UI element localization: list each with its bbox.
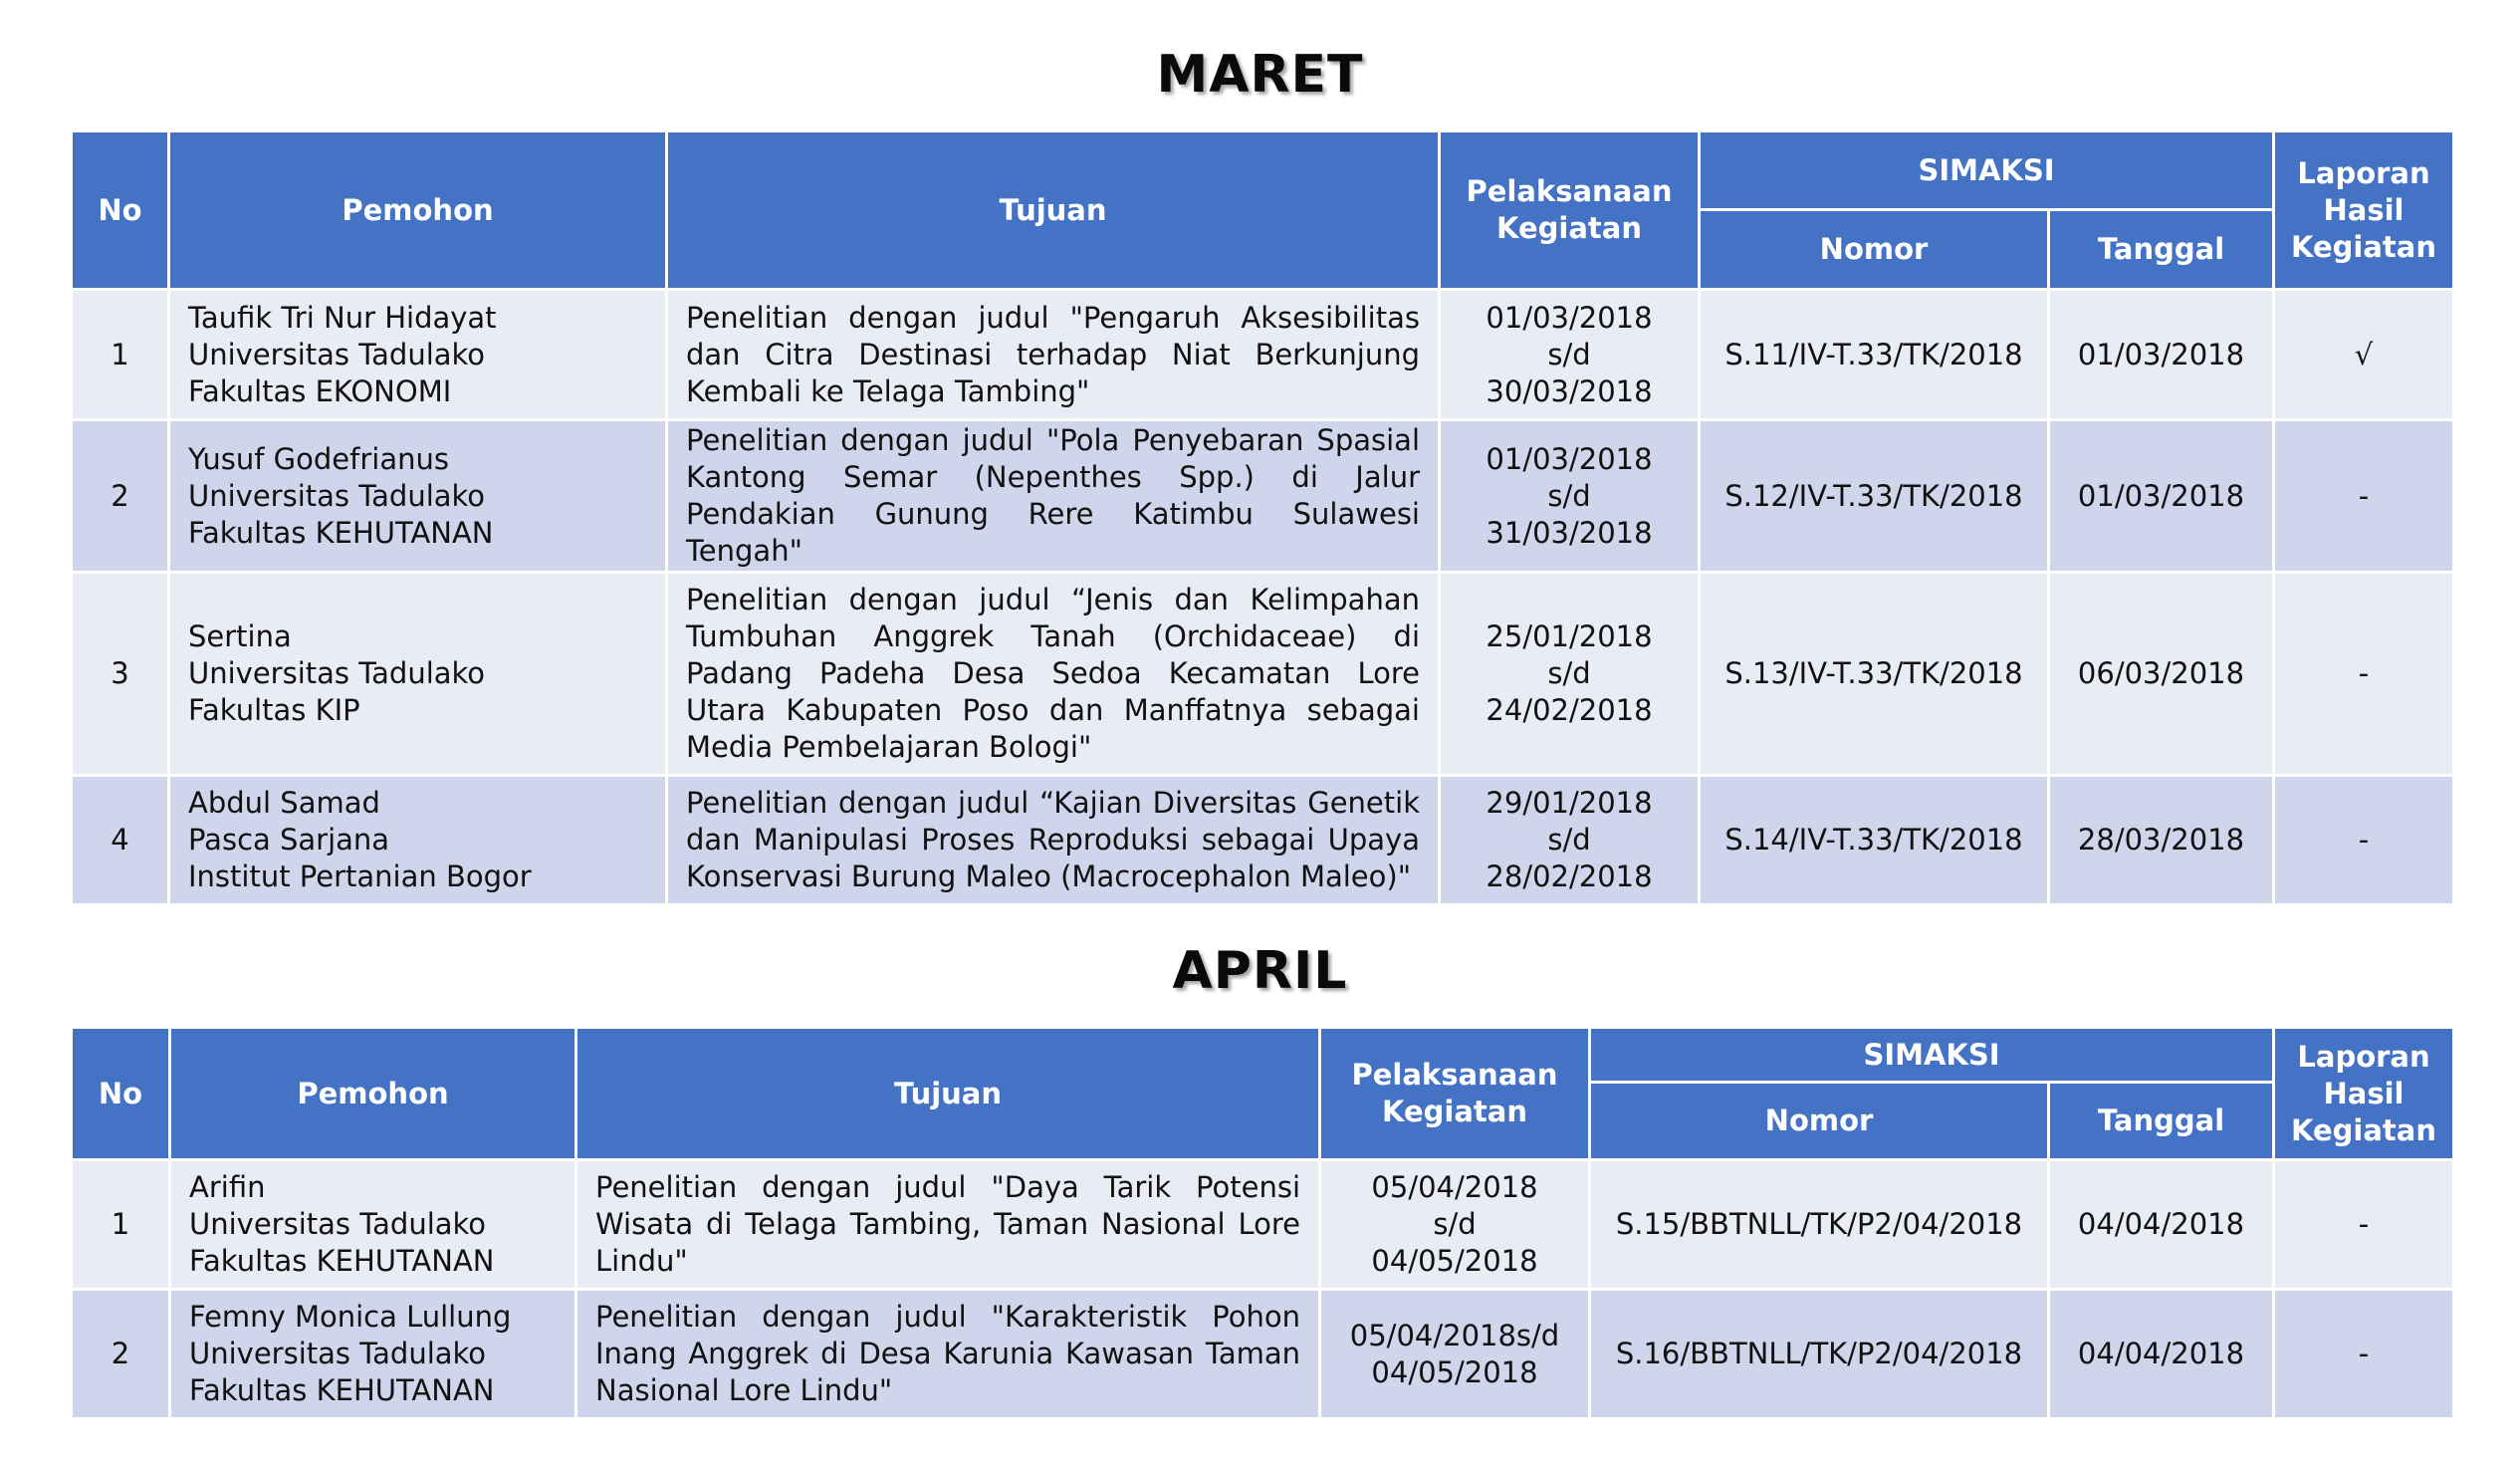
header-simaksi: SIMAKSI (1700, 131, 2274, 210)
pelaksanaan-sd: s/d (1547, 823, 1591, 857)
pemohon-faculty: Fakultas KEHUTANAN (188, 515, 494, 550)
section-title-april: APRIL (1172, 941, 1348, 1001)
pelaksanaan-start: 29/01/2018 (1486, 786, 1653, 820)
cell-tanggal: 04/04/2018 (2049, 1290, 2274, 1419)
cell-pemohon (169, 420, 667, 573)
cell-tanggal: 01/03/2018 (2049, 290, 2274, 420)
header-laporan-hasil-kegiatan: Laporan Hasil Kegiatan (2274, 1028, 2454, 1160)
pelaksanaan-end: 04/05/2018 (1371, 1354, 1538, 1389)
header-tujuan: Tujuan (667, 131, 1440, 290)
pelaksanaan-sd: s/d (1547, 478, 1591, 513)
pemohon-institution: Universitas Tadulako (189, 1337, 487, 1370)
cell-no: 2 (72, 1290, 170, 1419)
header-tanggal: Tanggal (2049, 210, 2274, 290)
cell-tujuan: Penelitian dengan judul "Karakteristik Pohon Inang Anggrek di Desa Karunia Kawasan Taman Nasional Lore Lindu" (576, 1290, 1320, 1419)
cell-pemohon (169, 573, 667, 776)
cell-tanggal: 06/03/2018 (2049, 573, 2274, 776)
pelaksanaan-start: 05/04/2018s/d (1349, 1318, 1560, 1352)
pemohon-faculty: Fakultas EKONOMI (188, 373, 452, 408)
cell-laporan: - (2274, 1160, 2454, 1290)
pelaksanaan-end: 28/02/2018 (1486, 859, 1653, 893)
header-pemohon: Pemohon (170, 1028, 576, 1160)
cell-tujuan: Penelitian dengan judul “Jenis dan Kelimpahan Tumbuhan Anggrek Tanah (Orchidaceae) di Padang Padeha Desa Sedoa Kecamatan Lore Utara Kabupaten Poso dan Manffatnya sebagai Media Pembelajaran Bologi" (667, 573, 1440, 776)
pemohon-faculty: Fakultas KEHUTANAN (189, 1373, 495, 1407)
table-row (72, 776, 2454, 905)
cell-nomor: S.15/BBTNLL/TK/P2/04/2018 (1590, 1160, 2049, 1290)
header-no: No (72, 1028, 170, 1160)
pelaksanaan-end: 31/03/2018 (1486, 515, 1653, 550)
cell-nomor: S.16/BBTNLL/TK/P2/04/2018 (1590, 1290, 2049, 1419)
table-row (72, 290, 2454, 420)
cell-tujuan: Penelitian dengan judul “Kajian Diversitas Genetik dan Manipulasi Proses Reproduksi sebagai Upaya Konservasi Burung Maleo (Macrocephalon Maleo)" (667, 776, 1440, 905)
pelaksanaan-end: 04/05/2018 (1371, 1244, 1538, 1278)
pemohon-institution: Universitas Tadulako (189, 1207, 487, 1241)
header-nomor: Nomor (1700, 210, 2049, 290)
pemohon-faculty: Institut Pertanian Bogor (188, 859, 532, 893)
table-april (70, 1026, 2455, 1420)
cell-pelaksanaan (1320, 1290, 1590, 1419)
cell-tujuan: Penelitian dengan judul "Daya Tarik Potensi Wisata di Telaga Tambing, Taman Nasional Lore Lindu" (576, 1160, 1320, 1290)
pelaksanaan-start: 25/01/2018 (1486, 619, 1653, 653)
pemohon-name: Femny Monica Lullung (189, 1300, 512, 1334)
cell-pemohon (169, 776, 667, 905)
cell-no: 1 (72, 1160, 170, 1290)
cell-pelaksanaan (1440, 776, 1700, 905)
cell-laporan: - (2274, 573, 2454, 776)
header-pemohon: Pemohon (169, 131, 667, 290)
header-simaksi: SIMAKSI (1590, 1028, 2274, 1083)
cell-no: 4 (72, 776, 169, 905)
cell-no: 1 (72, 290, 169, 420)
table-row (72, 420, 2454, 573)
cell-laporan: - (2274, 420, 2454, 573)
pelaksanaan-end: 24/02/2018 (1486, 693, 1653, 727)
cell-laporan: √ (2274, 290, 2454, 420)
cell-no: 2 (72, 420, 169, 573)
cell-tujuan: Penelitian dengan judul "Pengaruh Aksesibilitas dan Citra Destinasi terhadap Niat Berkunjung Kembali ke Telaga Tambing" (667, 290, 1440, 420)
pelaksanaan-start: 05/04/2018 (1371, 1170, 1538, 1204)
pemohon-institution: Pasca Sarjana (188, 823, 390, 857)
header-tujuan: Tujuan (576, 1028, 1320, 1160)
header-laporan-hasil-kegiatan: Laporan Hasil Kegiatan (2274, 131, 2454, 290)
cell-nomor: S.13/IV-T.33/TK/2018 (1700, 573, 2049, 776)
cell-tanggal: 01/03/2018 (2049, 420, 2274, 573)
header-tanggal: Tanggal (2049, 1083, 2274, 1160)
pemohon-faculty: Fakultas KEHUTANAN (189, 1244, 495, 1278)
pelaksanaan-sd: s/d (1547, 656, 1591, 690)
pemohon-name: Yusuf Godefrianus (188, 441, 449, 476)
cell-nomor: S.11/IV-T.33/TK/2018 (1700, 290, 2049, 420)
pemohon-faculty: Fakultas KIP (188, 693, 360, 727)
table-row (72, 1160, 2454, 1290)
header-pelaksanaan-kegiatan: Pelaksanaan Kegiatan (1320, 1028, 1590, 1160)
table-row (72, 1290, 2454, 1419)
cell-pemohon (170, 1290, 576, 1419)
cell-nomor: S.12/IV-T.33/TK/2018 (1700, 420, 2049, 573)
cell-pelaksanaan (1440, 420, 1700, 573)
pelaksanaan-sd: s/d (1433, 1207, 1477, 1241)
pemohon-name: Taufik Tri Nur Hidayat (188, 300, 497, 335)
cell-pelaksanaan (1320, 1160, 1590, 1290)
pelaksanaan-start: 01/03/2018 (1486, 441, 1653, 476)
pemohon-institution: Universitas Tadulako (188, 478, 486, 513)
cell-nomor: S.14/IV-T.33/TK/2018 (1700, 776, 2049, 905)
cell-pemohon (170, 1160, 576, 1290)
cell-pemohon (169, 290, 667, 420)
table-maret (70, 129, 2455, 906)
header-pelaksanaan-kegiatan: Pelaksanaan Kegiatan (1440, 131, 1700, 290)
pemohon-institution: Universitas Tadulako (188, 656, 486, 690)
section-title-maret: MARET (1156, 45, 1364, 105)
header-nomor: Nomor (1590, 1083, 2049, 1160)
cell-tanggal: 04/04/2018 (2049, 1160, 2274, 1290)
cell-tanggal: 28/03/2018 (2049, 776, 2274, 905)
cell-pelaksanaan (1440, 290, 1700, 420)
cell-no: 3 (72, 573, 169, 776)
cell-pelaksanaan (1440, 573, 1700, 776)
pemohon-name: Sertina (188, 619, 292, 653)
pelaksanaan-sd: s/d (1547, 337, 1591, 371)
pemohon-name: Abdul Samad (188, 786, 380, 820)
cell-tujuan: Penelitian dengan judul "Pola Penyebaran Spasial Kantong Semar (Nepenthes Spp.) di Jalur Pendakian Gunung Rere Katimbu Sulawesi Tengah" (667, 420, 1440, 573)
pelaksanaan-start: 01/03/2018 (1486, 300, 1653, 335)
table-row (72, 573, 2454, 776)
pemohon-institution: Universitas Tadulako (188, 337, 486, 371)
cell-laporan: - (2274, 1290, 2454, 1419)
pemohon-name: Arifin (189, 1170, 266, 1204)
cell-laporan: - (2274, 776, 2454, 905)
header-no: No (72, 131, 169, 290)
pelaksanaan-end: 30/03/2018 (1486, 373, 1653, 408)
